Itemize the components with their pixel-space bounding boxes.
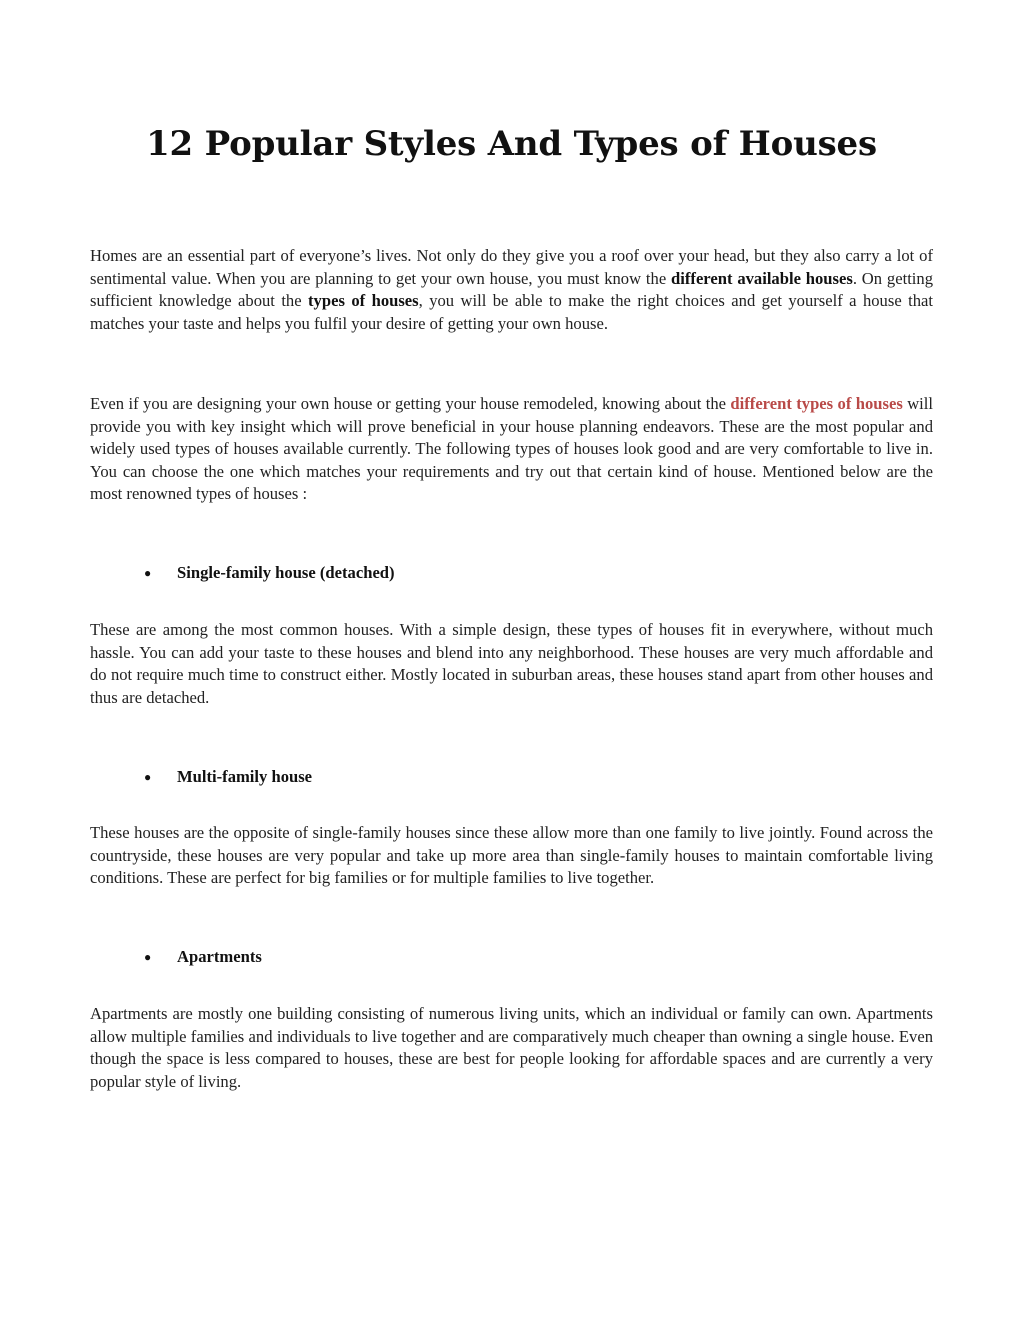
bullet-item-multi-family xyxy=(144,766,312,788)
intro-text-1: Homes are an essential part of everyone’s lives. Not only do they give you a roof over your head, but they also carry a lot of sentimental value. When you are planning to get your own house, you must know the xyxy=(90,246,933,288)
bullet-item-apartments xyxy=(144,946,262,968)
intro-bold-different-available-houses: different available houses xyxy=(671,268,853,288)
bullet-item-single-family xyxy=(144,562,395,584)
bullet-dot-icon: ● xyxy=(144,566,152,580)
bullet-dot-icon: ● xyxy=(144,950,152,964)
intro-text-2: . On getting sufficient knowledge about the xyxy=(90,268,934,311)
intro-text-3: , you will be able to make the right choices and get yourself a house that matches your taste and helps you fulfil your desire of getting your own house. xyxy=(90,291,933,333)
bullet-heading: Multi-family house xyxy=(177,767,313,786)
second-paragraph xyxy=(90,393,933,506)
bullet-heading: Apartments xyxy=(177,947,262,966)
para2-text-1: Even if you are designing your own house or getting your house remodeled, knowing about the xyxy=(90,394,731,413)
section-paragraph-apartments: Apartments are mostly one building consisting of numerous living units, which an individual or family can own. Apartments allow multiple families and individuals to live together and are comparatively much cheaper than owning a single house. Even though the space is less compared to houses, these are best for people looking for affordable spaces and are currently a very popular style of living. xyxy=(90,1004,933,1091)
intro-paragraph xyxy=(90,245,933,335)
para2-text-2: will provide you with key insight which will prove beneficial in your house planning endeavors. These are the most popular and widely used types of houses available currently. The following types of houses look good and are very comfortable to live in. You can choose the one which matches your requirements and try out that certain kind of house. Mentioned below are the most renowned types of houses : xyxy=(90,394,934,504)
section-paragraph-multi-family: These houses are the opposite of single-family houses since these allow more than one family to live jointly. Found across the countryside, these houses are very popular and take up more area than single-family houses to maintain comfortable living conditions. These are perfect for big families or for multiple families to live together. xyxy=(90,823,933,888)
different-types-of-houses-link[interactable]: different types of houses xyxy=(730,394,903,413)
section-paragraph-single-family: These are among the most common houses. With a simple design, these types of houses fit in everywhere, without much hassle. You can add your taste to these houses and blend into any neighborhood. These houses are very much affordable and do not require much time to construct either. Mostly located in suburban areas, these houses stand apart from other houses and thus are detached. xyxy=(90,620,933,707)
intro-bold-types-of-houses: types of houses xyxy=(308,291,419,311)
page-title: 12 Popular Styles And Types of Houses xyxy=(146,124,877,164)
bullet-dot-icon: ● xyxy=(144,770,152,784)
bullet-heading: Single-family house (detached) xyxy=(177,563,395,582)
